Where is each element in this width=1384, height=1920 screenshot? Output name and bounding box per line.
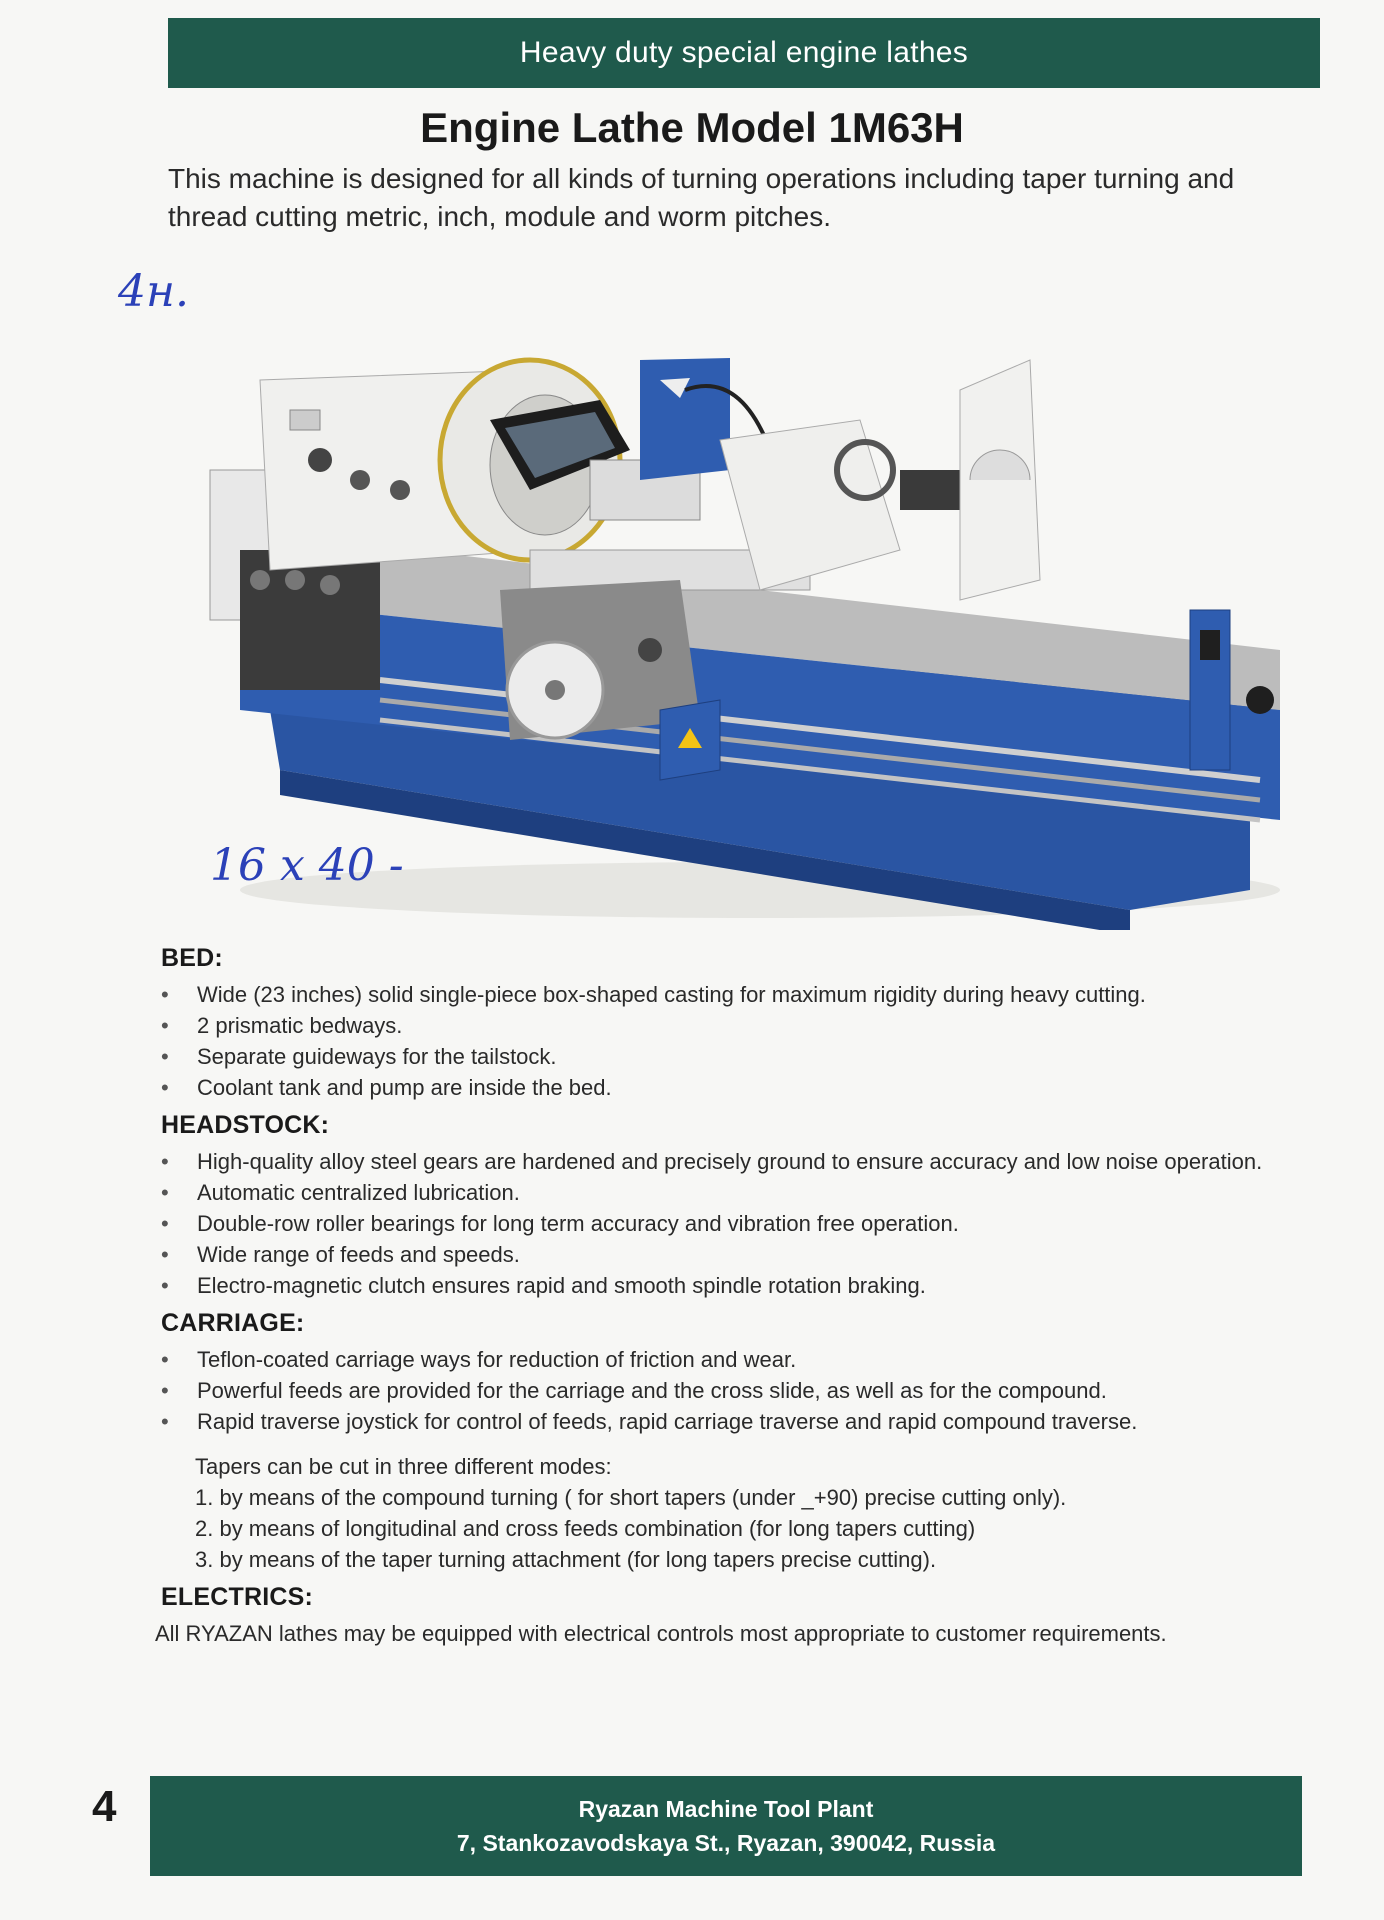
handwritten-note-dimensions: 16 x 40 - <box>210 840 404 891</box>
header-band-text: Heavy duty special engine lathes <box>519 36 969 69</box>
section-carriage <box>155 1309 1315 1437</box>
list-item: 2. by means of longitudinal and cross feeds combination (for long tapers cutting) <box>195 1516 976 1541</box>
intro-paragraph: This machine is designed for all kinds of turning operations including taper turning and thread cutting metric, inch, module and worm pitches. <box>168 163 1235 232</box>
tapers-intro: Tapers can be cut in three different modes: <box>195 1454 612 1479</box>
list-item: • High-quality alloy steel gears are hardened and precisely ground to ensure accuracy and low noise operation. <box>155 1146 1315 1177</box>
list-item: • Wide range of feeds and speeds. <box>155 1239 1315 1270</box>
list-item: • 2 prismatic bedways. <box>155 1010 1315 1041</box>
section-heading-electrics: ELECTRICS: <box>161 1583 313 1611</box>
tapers-block <box>195 1451 1315 1575</box>
section-heading-bed: BED: <box>161 944 223 972</box>
section-heading-carriage: CARRIAGE: <box>161 1309 305 1337</box>
tapers-modes-list <box>195 1482 1315 1575</box>
specs-content <box>155 944 1315 1657</box>
list-item: 1. by means of the compound turning ( for short tapers (under _+90) precise cutting only). <box>195 1485 1067 1510</box>
list-item: • Separate guideways for the tailstock. <box>155 1041 1315 1072</box>
list-item: • Coolant tank and pump are inside the bed. <box>155 1072 1315 1103</box>
footer-company: Ryazan Machine Tool Plant <box>578 1796 874 1822</box>
carriage-list <box>155 1344 1315 1437</box>
list-item: 3. by means of the taper turning attachment (for long tapers precise cutting). <box>195 1547 937 1572</box>
page-title: Engine Lathe Model 1M63H <box>420 104 964 151</box>
header-band <box>168 18 1320 88</box>
list-item: • Wide (23 inches) solid single-piece box-shaped casting for maximum rigidity during heavy cutting. <box>155 979 1315 1010</box>
list-item: • Double-row roller bearings for long term accuracy and vibration free operation. <box>155 1208 1315 1239</box>
headstock-list <box>155 1146 1315 1301</box>
section-heading-headstock: HEADSTOCK: <box>161 1111 330 1139</box>
page-number: 4 <box>92 1782 117 1831</box>
electrics-text: All RYAZAN lathes may be equipped with electrical controls most appropriate to customer requirements. <box>155 1621 1167 1646</box>
section-electrics <box>155 1583 1315 1649</box>
handwritten-note-top: 4н. <box>118 266 189 317</box>
list-item: • Powerful feeds are provided for the carriage and the cross slide, as well as for the compound. <box>155 1375 1315 1406</box>
footer-band <box>150 1776 1302 1876</box>
section-bed <box>155 944 1315 1103</box>
footer-address: 7, Stankozavodskaya St., Ryazan, 390042, Russia <box>456 1830 996 1856</box>
list-item: • Rapid traverse joystick for control of feeds, rapid carriage traverse and rapid compound traverse. <box>155 1406 1315 1437</box>
list-item: • Teflon-coated carriage ways for reduction of friction and wear. <box>155 1344 1315 1375</box>
list-item: • Automatic centralized lubrication. <box>155 1177 1315 1208</box>
section-headstock <box>155 1111 1315 1301</box>
bed-list <box>155 979 1315 1103</box>
list-item: • Electro-magnetic clutch ensures rapid and smooth spindle rotation braking. <box>155 1270 1315 1301</box>
